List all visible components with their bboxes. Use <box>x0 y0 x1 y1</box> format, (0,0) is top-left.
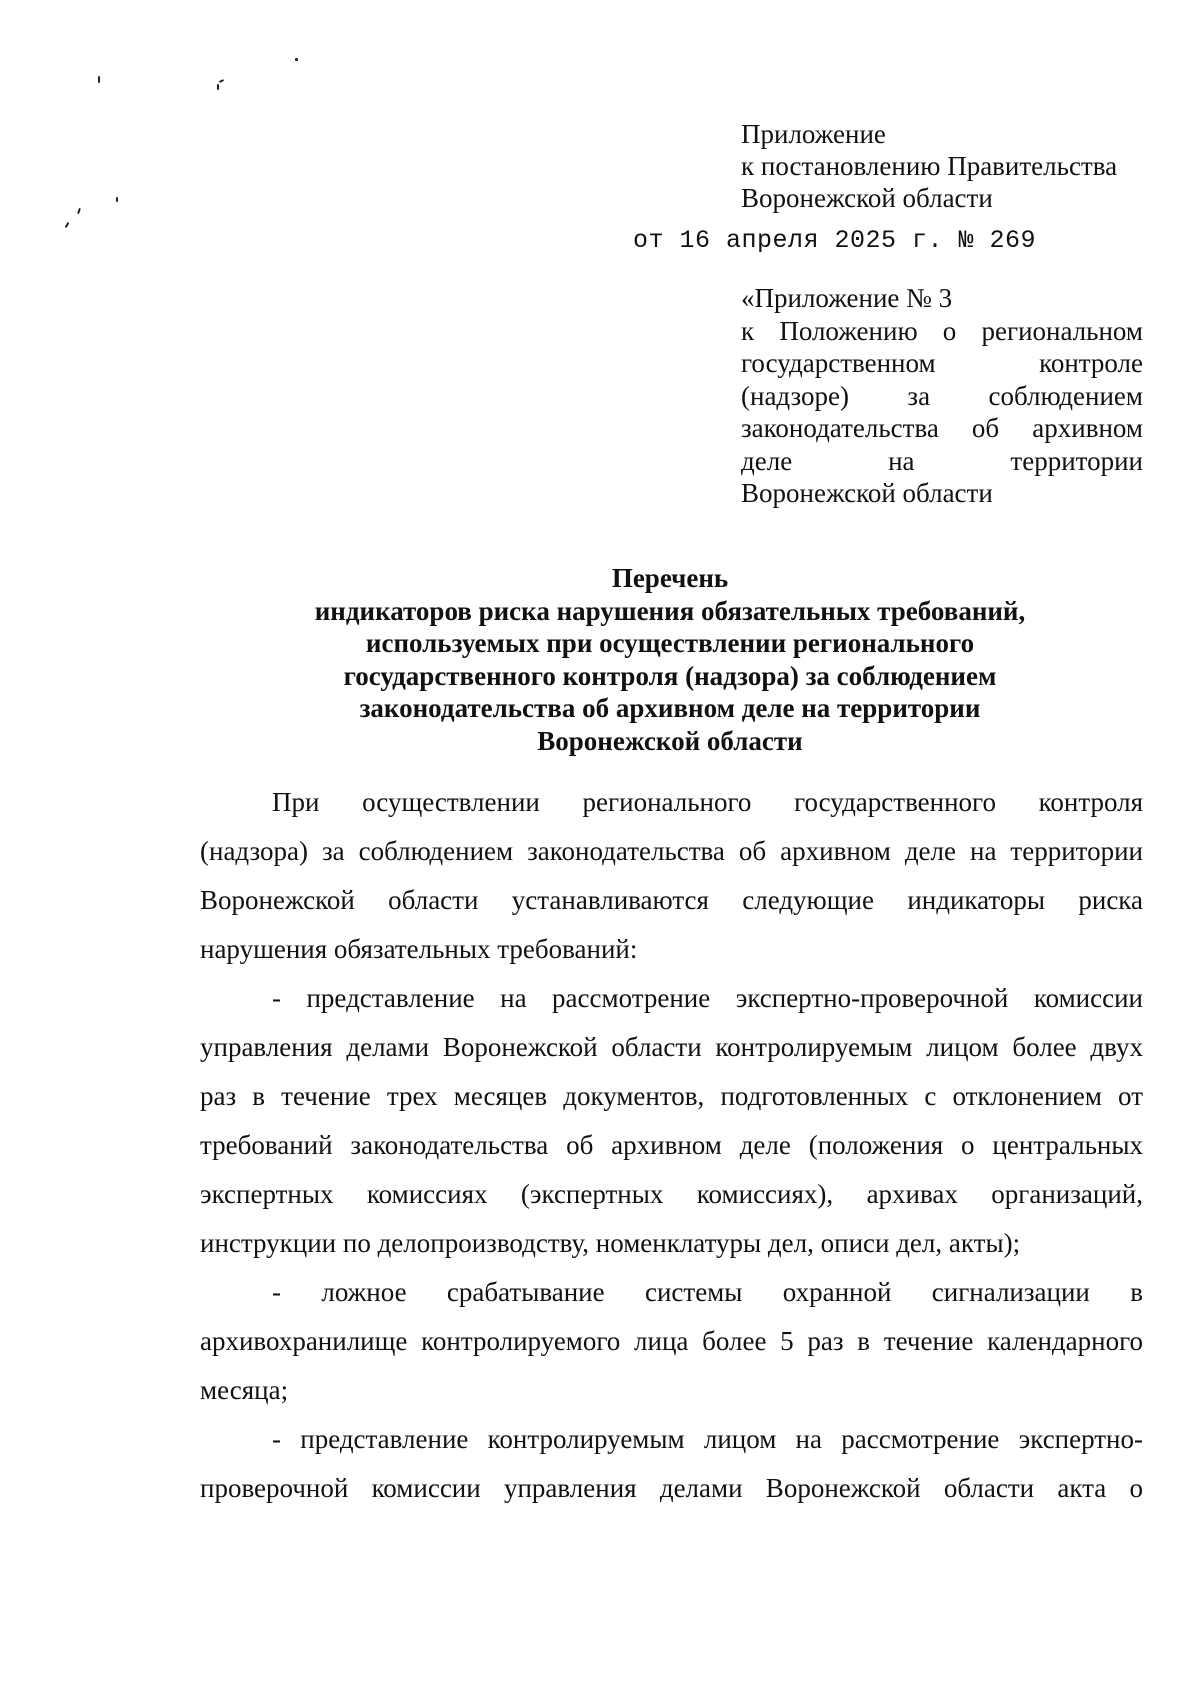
body-line: - представление контролируемым лицом на рассмотрение экспертно- <box>272 1424 1143 1454</box>
risk-indicator-item <box>200 1268 1143 1415</box>
body-line: месяца; <box>200 1375 289 1405</box>
scan-speck <box>295 58 298 61</box>
title-line: индикаторов риска нарушения обязательных требований, <box>314 595 1026 626</box>
body-line: При осуществлении регионального государственного контроля <box>272 787 1143 817</box>
document-title <box>200 562 1140 757</box>
body-line: - представление на рассмотрение экспертно-проверочной комиссии <box>272 983 1143 1013</box>
body-line: инструкции по делопроизводству, номенклатуры дел, описи дел, акты); <box>200 1228 1021 1258</box>
body-line: требований законодательства об архивном деле (положения о центральных <box>200 1130 1143 1160</box>
document-body <box>200 778 1143 1513</box>
annex-line: деле на территории <box>741 445 1143 476</box>
annex-line: к Положению о региональном <box>741 315 1143 346</box>
scan-speck <box>98 76 100 83</box>
body-line: раз в течение трех месяцев документов, подготовленных с отклонением от <box>200 1081 1143 1111</box>
appendix-line: Воронежской области <box>741 183 993 213</box>
body-line: экспертных комиссиях (экспертных комиссиях), архивах организаций, <box>200 1179 1143 1209</box>
body-line: Воронежской области устанавливаются следующие индикаторы риска <box>200 885 1143 915</box>
body-line: - ложное срабатывание системы охранной сигнализации в <box>272 1277 1143 1307</box>
appendix-line: к постановлению Правительства <box>741 151 1118 181</box>
scan-speck <box>217 84 219 90</box>
body-line: (надзора) за соблюдением законодательства об архивном деле на территории <box>200 836 1143 866</box>
risk-indicator-item <box>200 1415 1143 1513</box>
annex-line: (надзоре) за соблюдением <box>741 380 1143 411</box>
title-line: законодательства об архивном деле на территории <box>359 693 981 723</box>
scan-speck <box>65 222 70 228</box>
title-line: Перечень <box>611 563 729 593</box>
appendix-header <box>741 118 1141 214</box>
scan-speck <box>77 208 81 214</box>
appendix-line: Приложение <box>741 119 886 149</box>
annex-line: законодательства об архивном <box>741 413 1143 443</box>
title-line: Воронежской области <box>537 725 803 756</box>
annex-reference <box>741 282 1143 510</box>
body-line: управления делами Воронежской области контролируемым лицом более двух <box>200 1032 1143 1062</box>
body-line: архивохранилище контролируемого лица более 5 раз в течение календарного <box>200 1326 1143 1356</box>
body-line: нарушения обязательных требований: <box>200 934 638 964</box>
intro-paragraph <box>200 778 1143 974</box>
title-line: используемых при осуществлении регионального <box>365 628 975 658</box>
scan-speck <box>219 79 224 83</box>
title-line: государственного контроля (надзора) за соблюдением <box>343 660 997 691</box>
risk-indicator-item <box>200 974 1143 1268</box>
annex-line: государственном контроле <box>741 348 1143 378</box>
annex-line: Воронежской области <box>741 478 993 508</box>
scan-speck <box>116 197 118 202</box>
body-line: проверочной комиссии управления делами Воронежской области акта о <box>200 1473 1143 1503</box>
annex-line: «Приложение № 3 <box>741 283 953 313</box>
decree-date-number: от 16 апреля 2025 г. № 269 <box>633 226 1037 255</box>
